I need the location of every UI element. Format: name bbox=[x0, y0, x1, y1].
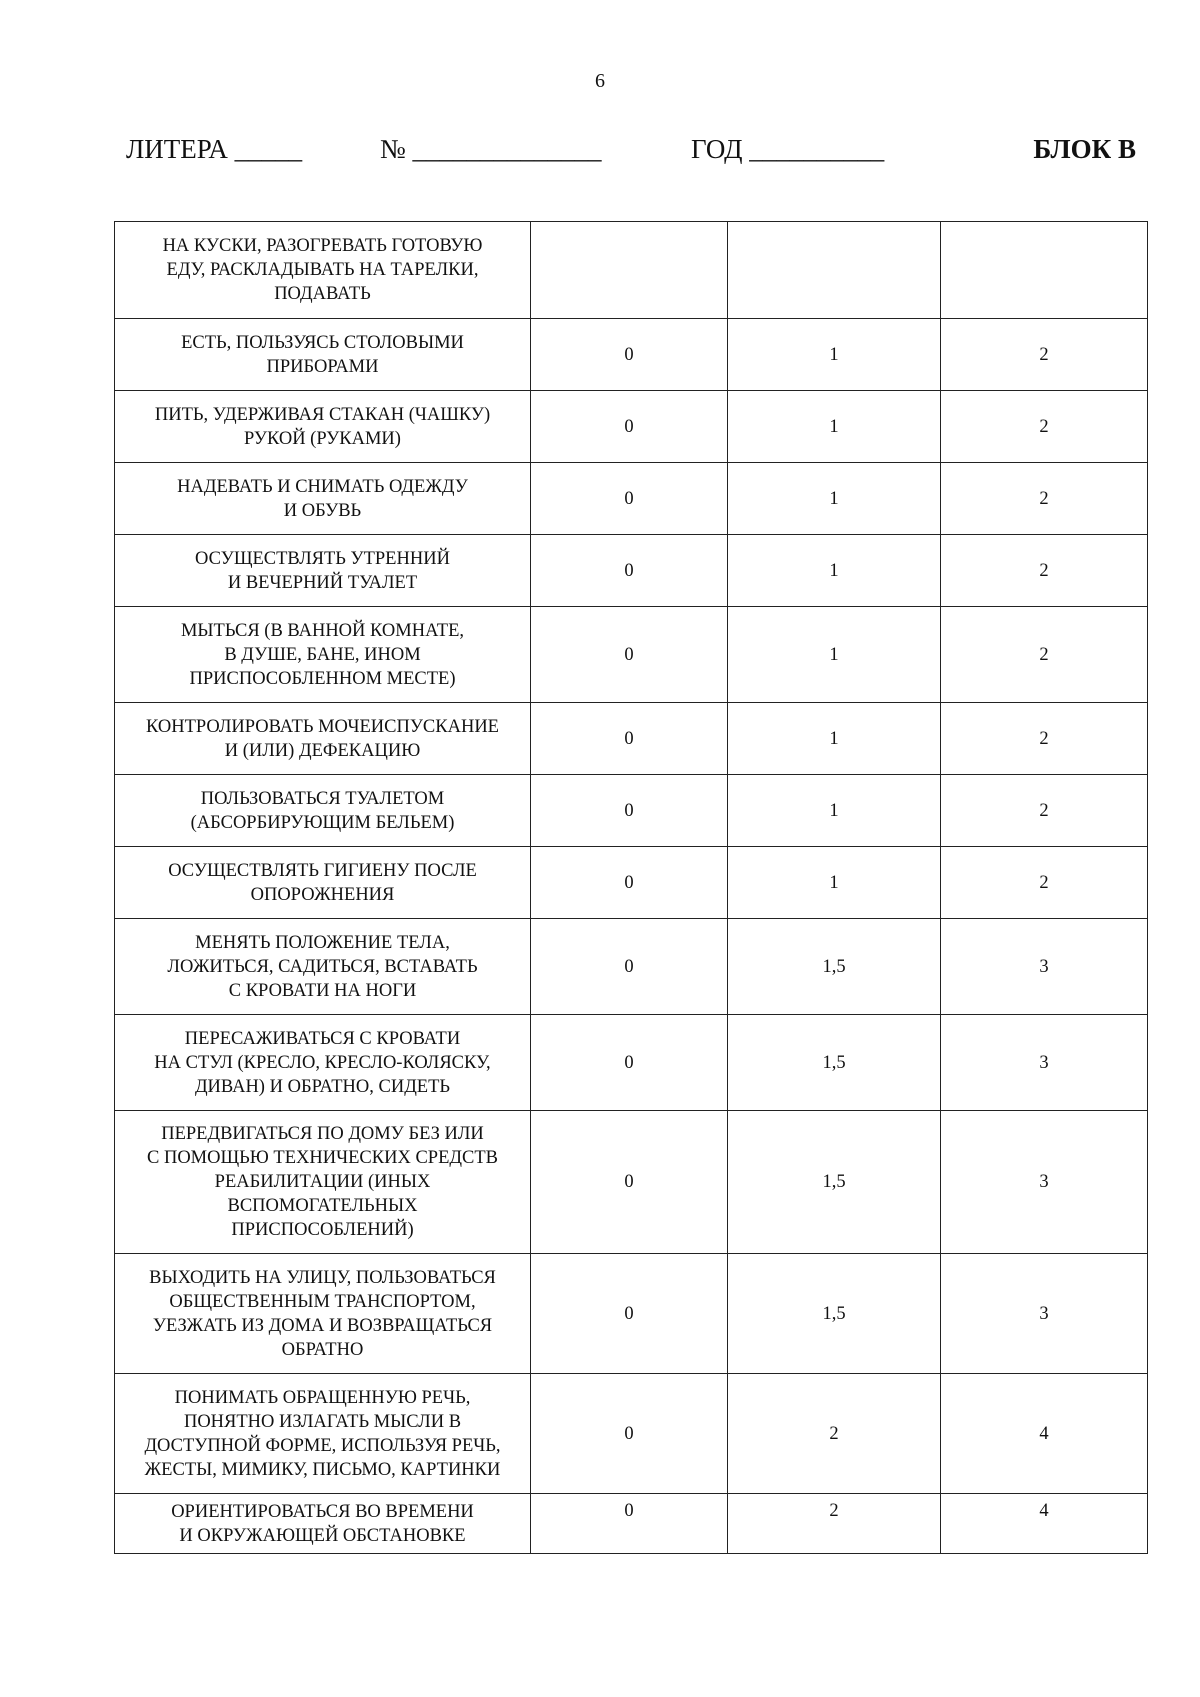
row-label: ПОНИМАТЬ ОБРАЩЕННУЮ РЕЧЬ, ПОНЯТНО ИЗЛАГАТЬ МЫСЛИ В ДОСТУПНОЙ ФОРМЕ, ИСПОЛЬЗУЯ РЕЧЬ, ЖЕСТЫ, МИМИКУ, ПИСЬМО, КАРТИНКИ bbox=[115, 1374, 531, 1494]
score-cell: 1,5 bbox=[728, 1254, 941, 1374]
score-cell: 0 bbox=[531, 703, 728, 775]
table-row bbox=[115, 1254, 1148, 1374]
table-row bbox=[115, 1374, 1148, 1494]
number-field: № ______________ bbox=[380, 134, 602, 164]
score-cell: 1 bbox=[728, 703, 941, 775]
table-row bbox=[115, 1111, 1148, 1254]
score-cell: 0 bbox=[531, 1254, 728, 1374]
score-cell: 1 bbox=[728, 535, 941, 607]
score-cell: 2 bbox=[728, 1374, 941, 1494]
row-label: ЕСТЬ, ПОЛЬЗУЯСЬ СТОЛОВЫМИ ПРИБОРАМИ bbox=[115, 319, 531, 391]
table-row bbox=[115, 1494, 1148, 1554]
table-row bbox=[115, 703, 1148, 775]
score-cell: 2 bbox=[728, 1494, 941, 1554]
score-cell: 0 bbox=[531, 319, 728, 391]
row-label: НА КУСКИ, РАЗОГРЕВАТЬ ГОТОВУЮ ЕДУ, РАСКЛАДЫВАТЬ НА ТАРЕЛКИ, ПОДАВАТЬ bbox=[115, 222, 531, 319]
block-title: БЛОК В bbox=[1033, 134, 1136, 164]
score-cell: 0 bbox=[531, 535, 728, 607]
score-cell: 0 bbox=[531, 463, 728, 535]
row-label: ВЫХОДИТЬ НА УЛИЦУ, ПОЛЬЗОВАТЬСЯ ОБЩЕСТВЕННЫМ ТРАНСПОРТОМ, УЕЗЖАТЬ ИЗ ДОМА И ВОЗВРАЩАТЬСЯ ОБРАТНО bbox=[115, 1254, 531, 1374]
score-cell: 1,5 bbox=[728, 1015, 941, 1111]
score-cell: 0 bbox=[531, 1494, 728, 1554]
score-cell: 0 bbox=[531, 919, 728, 1015]
score-cell: 1 bbox=[728, 775, 941, 847]
row-label: ОРИЕНТИРОВАТЬСЯ ВО ВРЕМЕНИ И ОКРУЖАЮЩЕЙ ОБСТАНОВКЕ bbox=[115, 1494, 531, 1554]
table-row bbox=[115, 607, 1148, 703]
score-cell: 1 bbox=[728, 847, 941, 919]
score-cell: 0 bbox=[531, 775, 728, 847]
form-header bbox=[126, 134, 1136, 174]
score-cell: 1,5 bbox=[728, 919, 941, 1015]
row-label: ОСУЩЕСТВЛЯТЬ УТРЕННИЙ И ВЕЧЕРНИЙ ТУАЛЕТ bbox=[115, 535, 531, 607]
table-row bbox=[115, 463, 1148, 535]
score-cell: 3 bbox=[941, 1111, 1148, 1254]
score-cell: 2 bbox=[941, 607, 1148, 703]
row-label: ПИТЬ, УДЕРЖИВАЯ СТАКАН (ЧАШКУ) РУКОЙ (РУКАМИ) bbox=[115, 391, 531, 463]
score-cell: 0 bbox=[531, 607, 728, 703]
page-number: 6 bbox=[595, 70, 605, 92]
table-row bbox=[115, 391, 1148, 463]
score-cell bbox=[728, 222, 941, 319]
score-cell bbox=[531, 222, 728, 319]
row-label: МЕНЯТЬ ПОЛОЖЕНИЕ ТЕЛА, ЛОЖИТЬСЯ, САДИТЬСЯ, ВСТАВАТЬ С КРОВАТИ НА НОГИ bbox=[115, 919, 531, 1015]
score-cell: 1 bbox=[728, 463, 941, 535]
assessment-table bbox=[114, 221, 1148, 1554]
score-cell: 1 bbox=[728, 319, 941, 391]
row-label: ПЕРЕСАЖИВАТЬСЯ С КРОВАТИ НА СТУЛ (КРЕСЛО, КРЕСЛО-КОЛЯСКУ, ДИВАН) И ОБРАТНО, СИДЕТЬ bbox=[115, 1015, 531, 1111]
score-cell: 0 bbox=[531, 1374, 728, 1494]
score-cell: 0 bbox=[531, 391, 728, 463]
score-cell: 2 bbox=[941, 775, 1148, 847]
table-row bbox=[115, 1015, 1148, 1111]
row-label: ОСУЩЕСТВЛЯТЬ ГИГИЕНУ ПОСЛЕ ОПОРОЖНЕНИЯ bbox=[115, 847, 531, 919]
table-row bbox=[115, 535, 1148, 607]
table-row bbox=[115, 775, 1148, 847]
score-cell: 2 bbox=[941, 535, 1148, 607]
score-cell: 0 bbox=[531, 1111, 728, 1254]
table-row bbox=[115, 847, 1148, 919]
year-field: ГОД __________ bbox=[691, 134, 885, 164]
score-cell: 0 bbox=[531, 1015, 728, 1111]
row-label: МЫТЬСЯ (В ВАННОЙ КОМНАТЕ, В ДУШЕ, БАНЕ, ИНОМ ПРИСПОСОБЛЕННОМ МЕСТЕ) bbox=[115, 607, 531, 703]
score-cell bbox=[941, 222, 1148, 319]
row-label: ПОЛЬЗОВАТЬСЯ ТУАЛЕТОМ (АБСОРБИРУЮЩИМ БЕЛЬЕМ) bbox=[115, 775, 531, 847]
score-cell: 4 bbox=[941, 1374, 1148, 1494]
score-cell: 2 bbox=[941, 703, 1148, 775]
row-label: КОНТРОЛИРОВАТЬ МОЧЕИСПУСКАНИЕ И (ИЛИ) ДЕФЕКАЦИЮ bbox=[115, 703, 531, 775]
table-row bbox=[115, 222, 1148, 319]
score-cell: 3 bbox=[941, 1015, 1148, 1111]
score-cell: 1 bbox=[728, 391, 941, 463]
row-label: НАДЕВАТЬ И СНИМАТЬ ОДЕЖДУ И ОБУВЬ bbox=[115, 463, 531, 535]
table-row bbox=[115, 919, 1148, 1015]
score-cell: 2 bbox=[941, 847, 1148, 919]
score-cell: 4 bbox=[941, 1494, 1148, 1554]
score-cell: 2 bbox=[941, 463, 1148, 535]
score-cell: 3 bbox=[941, 1254, 1148, 1374]
score-cell: 3 bbox=[941, 919, 1148, 1015]
score-cell: 2 bbox=[941, 391, 1148, 463]
score-cell: 1 bbox=[728, 607, 941, 703]
score-cell: 1,5 bbox=[728, 1111, 941, 1254]
table-row bbox=[115, 319, 1148, 391]
score-cell: 2 bbox=[941, 319, 1148, 391]
score-cell: 0 bbox=[531, 847, 728, 919]
litera-field: ЛИТЕРА _____ bbox=[126, 134, 303, 164]
row-label: ПЕРЕДВИГАТЬСЯ ПО ДОМУ БЕЗ ИЛИ С ПОМОЩЬЮ ТЕХНИЧЕСКИХ СРЕДСТВ РЕАБИЛИТАЦИИ (ИНЫХ ВСПОМОГАТЕЛЬНЫХ ПРИСПОСОБЛЕНИЙ) bbox=[115, 1111, 531, 1254]
